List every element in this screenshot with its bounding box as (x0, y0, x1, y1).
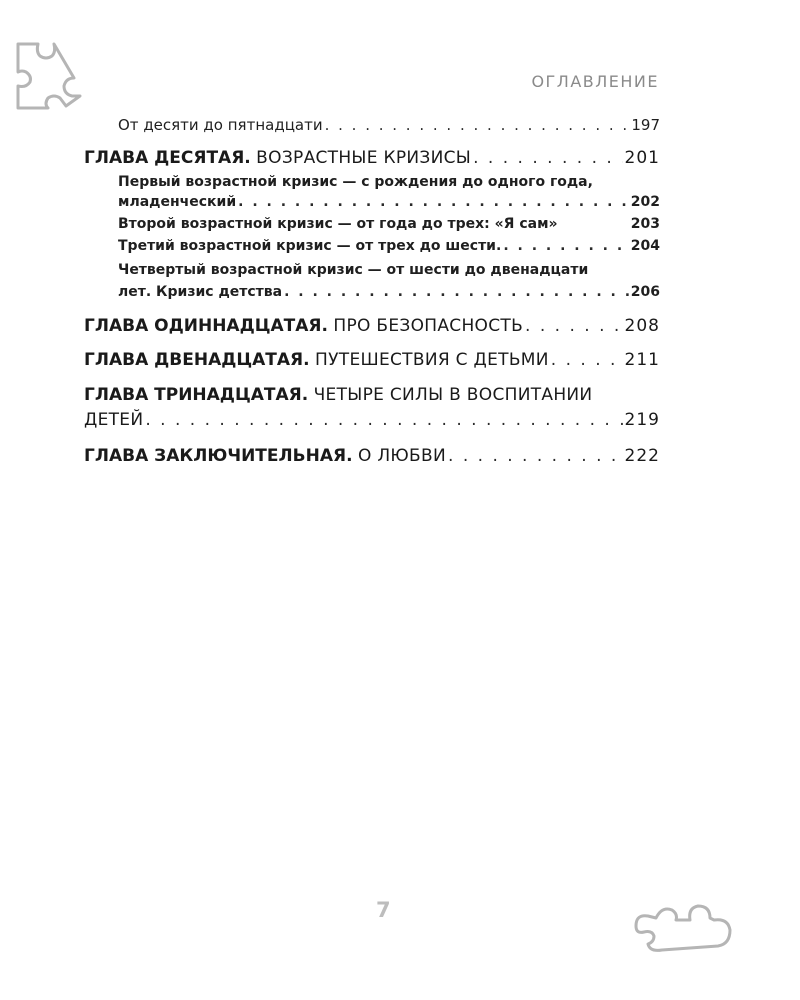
leader-dots (284, 284, 629, 300)
leader-dots (503, 238, 628, 254)
toc-chapter-10[interactable] (84, 148, 660, 168)
chapter-title: ЧЕТЫРЕ СИЛЫ В ВОСПИТАНИИ (313, 385, 593, 405)
chapter-title: ПРО БЕЗОПАСНОСТЬ (333, 316, 524, 336)
toc-section[interactable] (118, 174, 660, 190)
toc-section[interactable] (118, 216, 660, 232)
section-page: 206 (630, 284, 660, 300)
leader-dots (145, 410, 622, 430)
leader-dots (473, 148, 622, 168)
chapter-page: 211 (624, 350, 660, 370)
toc-section-cont[interactable] (118, 284, 660, 300)
chapter-label: ГЛАВА ЗАКЛЮЧИТЕЛЬНАЯ. (84, 446, 353, 466)
section-title-line1: Первый возрастной кризис — с рождения до одного года, (118, 174, 593, 190)
chapter-page: 222 (624, 446, 660, 466)
puzzle-piece-icon (8, 38, 88, 110)
toc-chapter-13[interactable] (84, 385, 660, 405)
toc-entry-page: 197 (631, 116, 660, 134)
toc-chapter-final[interactable] (84, 446, 660, 466)
leader-dots (448, 446, 623, 466)
chapter-page: 201 (624, 148, 660, 168)
chapter-title: О ЛЮБВИ (357, 446, 447, 466)
leader-dots (238, 194, 629, 210)
toc-section[interactable] (118, 262, 660, 278)
puzzle-piece-icon (632, 896, 734, 954)
section-page: 204 (630, 238, 660, 254)
chapter-label: ГЛАВА ДВЕНАДЦАТАЯ. (84, 350, 310, 370)
toc-chapter-13-cont[interactable] (84, 410, 660, 430)
toc-chapter-11[interactable] (84, 316, 660, 336)
chapter-label: ГЛАВА ТРИНАДЦАТАЯ. (84, 385, 309, 405)
section-title-line1: Четвертый возрастной кризис — от шести до двенадцати (118, 262, 589, 278)
running-head: ОГЛАВЛЕНИЕ (531, 72, 659, 91)
toc-entry-title: От десяти до пятнадцати (118, 116, 323, 134)
leader-dots (551, 350, 623, 370)
chapter-label: ГЛАВА ОДИННАДЦАТАЯ. (84, 316, 328, 336)
section-page: 202 (630, 194, 660, 210)
toc-section-cont[interactable] (118, 194, 660, 210)
leader-dots (525, 316, 623, 336)
section-title: Третий возрастной кризис — от трех до шести. (118, 238, 502, 254)
section-page: 203 (630, 216, 660, 232)
section-title: Второй возрастной кризис — от года до трех: «Я сам» (118, 216, 558, 232)
chapter-page: 219 (624, 410, 660, 430)
chapter-title: ПУТЕШЕСТВИЯ С ДЕТЬМИ (315, 350, 549, 370)
leader-dots (325, 116, 630, 134)
chapter-label: ГЛАВА ДЕСЯТАЯ. (84, 148, 251, 168)
chapter-title-line2: ДЕТЕЙ (84, 410, 144, 430)
page-number: 7 (376, 898, 391, 922)
toc-section[interactable] (118, 238, 660, 254)
toc-chapter-12[interactable] (84, 350, 660, 370)
chapter-title: ВОЗРАСТНЫЕ КРИЗИСЫ (256, 148, 472, 168)
section-title-line2: младенческий (118, 194, 237, 210)
toc-entry[interactable] (118, 116, 660, 134)
chapter-page: 208 (624, 316, 660, 336)
section-title-line2: лет. Кризис детства (118, 284, 283, 300)
